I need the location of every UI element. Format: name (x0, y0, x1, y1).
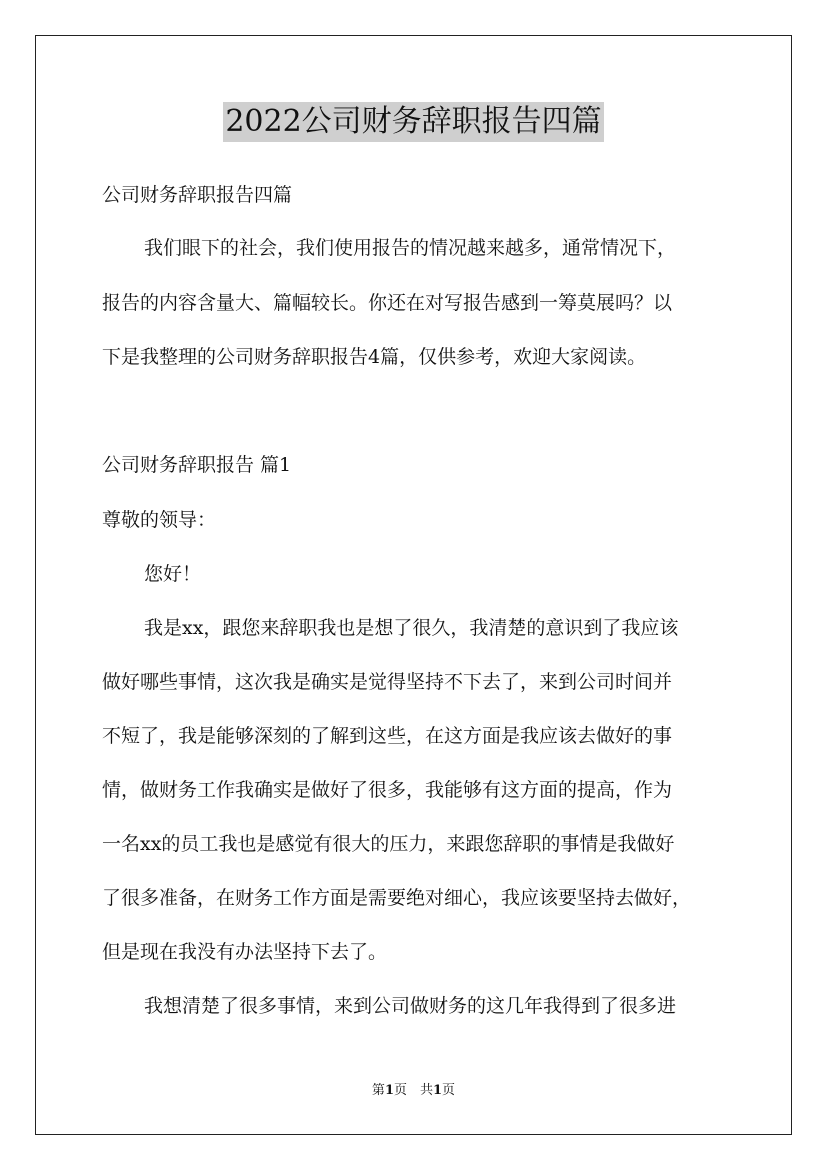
intro-line-2: 报告的内容含量大、篇幅较长。你还在对写报告感到一筹莫展吗？以 (102, 292, 673, 314)
document-subtitle: 公司财务辞职报告四篇 (102, 184, 293, 206)
footer-page-prefix: 第 (371, 1083, 385, 1098)
body-line-1: 我是xx，跟您来辞职我也是想了很久，我清楚的意识到了我应该 (144, 617, 679, 639)
page-footer (0, 1082, 827, 1100)
document-title: 2022公司财务辞职报告四篇 (223, 102, 603, 142)
section-heading: 公司财务辞职报告 篇1 (102, 454, 292, 476)
body-line-7: 但是现在我没有办法坚持下去了。 (102, 941, 388, 963)
title-container (0, 102, 827, 142)
footer-page-mid: 页 共 (393, 1083, 433, 1098)
salutation: 尊敬的领导： (102, 509, 217, 531)
intro-line-3: 下是我整理的公司财务辞职报告4篇，仅供参考，欢迎大家阅读。 (102, 346, 647, 368)
body-line-6: 了很多准备，在财务工作方面是需要绝对细心，我应该要坚持去做好， (102, 887, 692, 909)
greeting: 您好！ (144, 563, 202, 585)
intro-line-1: 我们眼下的社会，我们使用报告的情况越来越多，通常情况下， (144, 237, 677, 259)
footer-page-current: 1 (384, 1083, 394, 1098)
body-line-4: 情，做财务工作我确实是做好了很多，我能够有这方面的提高，作为 (102, 779, 673, 801)
body-line-8: 我想清楚了很多事情，来到公司做财务的这几年我得到了很多进 (144, 995, 677, 1017)
body-line-3: 不短了，我是能够深刻的了解到这些，在这方面是我应该去做好的事 (102, 725, 673, 747)
body-line-2: 做好哪些事情，这次我是确实是觉得坚持不下去了，来到公司时间并 (102, 671, 673, 693)
footer-page-suffix: 页 (442, 1083, 456, 1098)
body-line-5: 一名xx的员工我也是感觉有很大的压力，来跟您辞职的事情是我做好 (102, 833, 675, 855)
footer-page-total: 1 (433, 1083, 443, 1098)
